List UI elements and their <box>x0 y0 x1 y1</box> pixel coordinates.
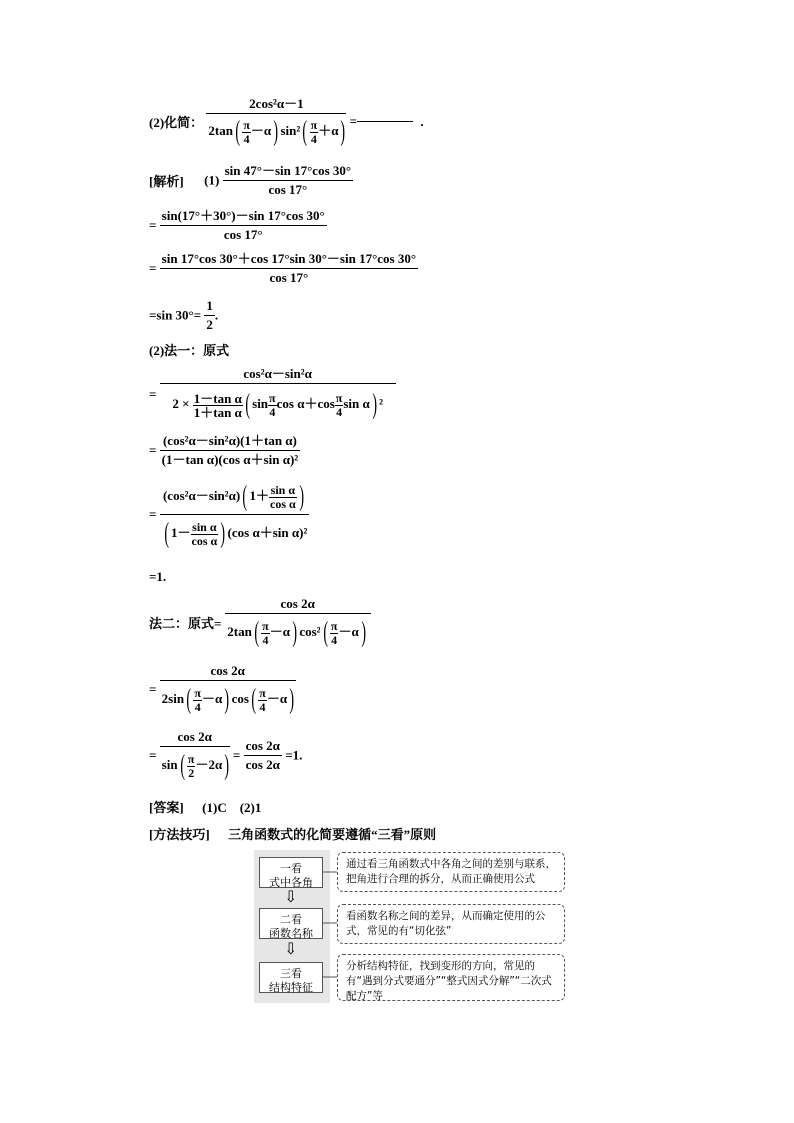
p1-frac-3-den: cos 17° <box>269 270 309 285</box>
method1-result: =1. <box>149 569 167 584</box>
m1-frac-1-den: 2 × $\frac{\text{1－tan α}}{\text{1＋tan α}}$ ( sin $\frac{\pi}{4}$ cos α＋cos $\frac{\pi}{4}$ sin α) ² <box>172 389 384 421</box>
flow-box-2 <box>259 908 323 939</box>
m1-frac-2-num: (cos²α－sin²α)(1＋tan α) <box>160 432 301 451</box>
p1-frac-2-num: sin(17°＋30°)－sin 17°cos 30° <box>160 207 327 226</box>
m1-frac-2 <box>160 432 301 469</box>
q2-numerator: 2cos²α－1 <box>206 95 346 114</box>
p1-frac-1-den: cos 17° <box>268 182 308 197</box>
m2-frac-3 <box>160 728 230 783</box>
q2-denominator: 2tan( $\frac{\pi}{4}$ －α) sin²( $\frac{\pi}{4}$ ＋α) <box>208 116 346 148</box>
p1-result-text: =sin 30°= <box>149 307 202 323</box>
method2-label: 法二：原式= <box>149 616 222 631</box>
q2-fraction <box>206 95 346 148</box>
p1-frac-1 <box>223 162 353 199</box>
answer-line <box>149 797 261 816</box>
down-arrow-icon: ⇩ <box>284 941 298 958</box>
tips-tag: [方法技巧] <box>149 827 210 842</box>
q2-label: (2)化简： <box>149 115 204 130</box>
flow-note-3: 分析结构特征，找到变形的方向，常见的有“遇到分式要通分”“整式因式分解”“二次式配方”等 <box>337 954 565 1001</box>
down-arrow-icon: ⇩ <box>284 889 298 906</box>
flow-box-2-line-1: 二看 <box>280 913 302 926</box>
analysis-line-4: =sin 30°= $\frac{1}{2}$ . <box>149 298 219 332</box>
m2-result: =1. <box>285 747 303 763</box>
flow-box-1 <box>259 857 323 888</box>
p1-frac-1-num: sin 47°－sin 17°cos 30° <box>223 162 353 181</box>
m2-frac-2 <box>160 662 296 717</box>
q2-answer-blank <box>357 121 413 122</box>
method2-line-2: = cos 2α 2sin( $\frac{\pi}{4}$ －α) cos( $\frac{\pi}{4}$ －α) <box>149 663 295 716</box>
flow-box-3 <box>259 962 323 993</box>
flow-box-3-line-1: 三看 <box>280 967 302 980</box>
answer-tag: [答案] <box>149 800 184 815</box>
q2-statement: (2)化简： 2cos²α－1 2tan( $\frac{\pi}{4}$ －α) sin²( $\frac{\pi}{4}$ ＋α) = . <box>149 96 424 148</box>
analysis-tag: [解析] <box>149 174 184 189</box>
m2-frac-2-num: cos 2α <box>160 662 296 681</box>
answer-text: (1)C (2)1 <box>202 800 262 815</box>
m1-frac-1-num: cos²α－sin²α <box>160 365 396 384</box>
p1-result-frac <box>204 297 215 334</box>
p1-result-num: 1 <box>204 297 215 316</box>
flow-box-3-line-2: 结构特征 <box>269 981 313 994</box>
m1-frac-2-den: (1－tan α)(cos α＋sin α)² <box>161 452 299 467</box>
part1-label: (1) <box>204 172 220 188</box>
flow-note-1: 通过看三角函数式中各角之间的差别与联系，把角进行合理的拆分，从而正确使用公式 <box>337 852 565 892</box>
method1-label: (2)法一：原式 <box>149 343 230 358</box>
p1-frac-3 <box>160 250 418 287</box>
m2-frac-4 <box>244 737 282 774</box>
m2-frac-1-num: cos 2α <box>225 595 371 614</box>
tips-line <box>149 824 436 843</box>
flow-box-1-line-2: 式中各角 <box>269 876 313 889</box>
m1-frac-3-den: ( 1－ $\frac{\text{sin α}}{\text{cos α}}$ ) (cos α＋sin α)² <box>164 518 308 550</box>
p1-result-den: 2 <box>206 317 213 332</box>
analysis-line-1 <box>149 162 353 199</box>
method1-line-3: = (cos²α－sin²α)( 1＋ $\frac{\text{sin α}}{\text{cos α}}$ ) ( 1－ $\frac{\text{sin α}}{\text{cos α}}$ ) (cos α＋sin α)² <box>149 478 309 551</box>
method2-line-3: = cos 2α sin( $\frac{\pi}{2}$ －2α) = $\frac{\cos 2\alpha}{\cos 2\alpha}$ =1. <box>149 729 303 782</box>
m2-frac-4-den: cos 2α <box>245 757 280 772</box>
m1-frac-1 <box>160 365 396 424</box>
m2-frac-1 <box>225 595 371 650</box>
p1-frac-2-den: cos 17° <box>223 227 263 242</box>
q2-period: . <box>420 113 424 129</box>
flow-box-1-line-1: 一看 <box>280 862 302 875</box>
flow-note-2: 看函数名称之间的差异，从而确定使用的公式，常见的有“切化弦” <box>337 904 565 944</box>
m2-frac-3-num: cos 2α <box>160 728 230 747</box>
tips-text: 三角函数式的化简要遵循“三看”原则 <box>228 827 437 842</box>
m1-frac-3-num: (cos²α－sin²α)( 1＋ $\frac{\text{sin α}}{\text{cos α}}$ ) <box>160 478 310 515</box>
analysis-line-2: = $\frac{\sin(17^\circ+30^\circ)-\sin 17^\circ\cos 30^\circ}{\cos 17^\circ}$ <box>149 208 325 242</box>
method1-line-2: = $\frac{\text{(cos²α－sin²α)(1＋tan α)}}{\text{(1－tan α)(cos α＋sin α)²}}$ <box>149 433 299 467</box>
m2-frac-4-num: cos 2α <box>244 737 282 756</box>
method2-line-1 <box>149 595 371 650</box>
method1-line-1: = cos²α－sin²α 2 × $\frac{\text{1－tan α}}{\text{1＋tan α}}$ ( sin $\frac{\pi}{4}$ cos α＋cos $\frac{\pi}{4}$ sin α) ² <box>149 365 396 424</box>
m2-frac-1-den: 2tan( $\frac{\pi}{4}$ －α) cos²( $\frac{\pi}{4}$ －α) <box>227 617 366 649</box>
m1-frac-3 <box>160 478 310 551</box>
m2-frac-2-den: 2sin( $\frac{\pi}{4}$ －α) cos( $\frac{\pi}{4}$ －α) <box>161 684 295 716</box>
m2-frac-3-den: sin( $\frac{\pi}{2}$ －2α) <box>161 750 230 782</box>
p1-frac-2 <box>160 207 327 244</box>
flow-box-2-line-2: 函数名称 <box>269 927 313 940</box>
analysis-line-3: = $\frac{\sin 17^\circ\cos 30^\circ+\cos 17^\circ\sin 30^\circ-\sin 17^\circ\cos 30^\circ}{\cos 17^\circ}$ <box>149 251 417 285</box>
p1-frac-3-num: sin 17°cos 30°＋cos 17°sin 30°－sin 17°cos 30° <box>160 250 418 269</box>
